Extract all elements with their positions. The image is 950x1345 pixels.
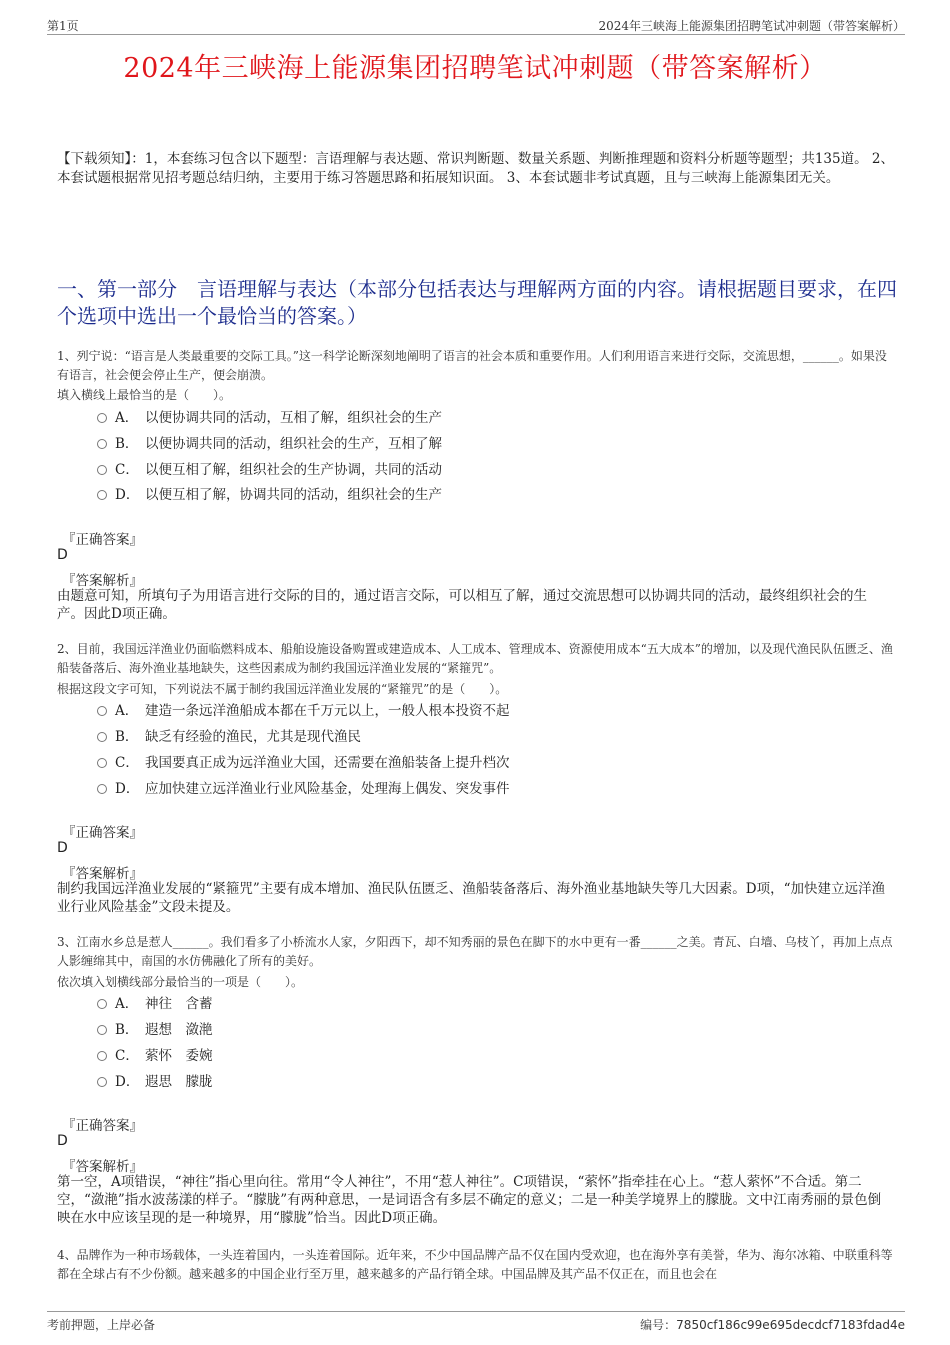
question-2-prompt: 根据这段文字可知，下列说法不属于制约我国远洋渔业发展的“紧箍咒”的是（ ）。: [57, 682, 508, 696]
radio-icon[interactable]: [97, 1051, 107, 1061]
question-3-prompt: 依次填入划横线部分最恰当的一项是（ ）。: [57, 975, 304, 989]
question-3-explanation: 第一空，A项错误，“神往”指心里向往。常用“令人神往”，不用“惹人神往”。C项错误，“萦怀”指牵挂在心上。“惹人萦怀”不合适。第二空，“潋滟”指水波荡漾的样子。“朦胧”有两种意思，一是词语含有多层不确定的意义；二是一种美学境界上的朦胧。文中江南秀丽的景色倒映在水中应该呈现的是一种境界，用“朦胧”恰当。因此D项正确。: [57, 1174, 882, 1226]
radio-icon[interactable]: [97, 413, 107, 423]
question-2-answer-label: 『正确答案』: [62, 825, 143, 841]
document-title: 2024年三峡海上能源集团招聘笔试冲刺题（带答案解析）: [123, 53, 827, 84]
page-header: [47, 14, 905, 35]
question-2-option-a[interactable]: A． 建造一条远洋渔船成本都在千万元以上，一般人根本投资不起: [97, 701, 510, 721]
question-3-stem: 3、江南水乡总是惹人______。我们看多了小桥流水人家，夕阳西下，却不知秀丽的景色在脚下的水中更有一番______之美。青瓦、白墙、乌枝丫，再加上点点人影缠绵其中，南国的水仿佛融化了所有的美好。: [57, 935, 893, 968]
question-1-explain-label: 『答案解析』: [62, 573, 143, 589]
question-3-answer: D: [57, 1133, 68, 1149]
radio-icon[interactable]: [97, 706, 107, 716]
radio-icon[interactable]: [97, 439, 107, 449]
radio-icon[interactable]: [97, 490, 107, 500]
section-heading: 一、第一部分 言语理解与表达（本部分包括表达与理解两方面的内容。请根据题目要求，在四个选项中选出一个最恰当的答案。）: [57, 277, 897, 328]
question-2-explanation: 制约我国远洋渔业发展的“紧箍咒”主要有成本增加、渔民队伍匮乏、渔船装备落后、海外渔业基地缺失等几大因素。D项，“加快建立远洋渔业行业风险基金”文段未提及。: [57, 881, 886, 915]
question-1-answer-label: 『正确答案』: [62, 532, 143, 548]
question-1-stem: 1、列宁说：“语言是人类最重要的交际工具。”这一科学论断深刻地阐明了语言的社会本质和重要作用。人们利用语言来进行交际，交流思想，______。如果没有语言，社会便会停止生产，便会崩溃。: [57, 349, 887, 382]
question-2-option-d[interactable]: D． 应加快建立远洋渔业行业风险基金，处理海上偶发、突发事件: [97, 779, 510, 799]
question-3-option-c[interactable]: C． 萦怀 委婉: [97, 1046, 213, 1066]
question-1-explanation: 由题意可知，所填句子为用语言进行交际的目的，通过语言交际，可以相互了解，通过交流思想可以协调共同的活动，最终组织社会的生产。因此D项正确。: [57, 588, 867, 622]
radio-icon[interactable]: [97, 784, 107, 794]
question-3-option-b[interactable]: B． 遐想 潋滟: [97, 1020, 213, 1040]
question-1-option-b[interactable]: B． 以便协调共同的活动，组织社会的生产，互相了解: [97, 434, 442, 454]
question-2-option-b[interactable]: B． 缺乏有经验的渔民，尤其是现代渔民: [97, 727, 361, 747]
question-4-stem: 4、品牌作为一种市场载体，一头连着国内，一头连着国际。近年来，不少中国品牌产品不仅在国内受欢迎，也在海外享有美誉，华为、海尔冰箱、中联重科等都在全球占有不少份额。越来越多的中国企业行至万里，越来越多的产品行销全球。中国品牌及其产品不仅正在，而且也会在: [57, 1248, 893, 1281]
question-2-answer: D: [57, 840, 68, 856]
question-3-option-d[interactable]: D． 遐思 朦胧: [97, 1072, 213, 1092]
header-doc-title: 2024年三峡海上能源集团招聘笔试冲刺题（带答案解析）: [598, 19, 905, 33]
question-2-explain-label: 『答案解析』: [62, 866, 143, 882]
radio-icon[interactable]: [97, 732, 107, 742]
document-code: 编号：7850cf186c99e695decdcf7183fdad4e: [640, 1318, 905, 1332]
question-1-option-a[interactable]: A． 以便协调共同的活动，互相了解，组织社会的生产: [97, 408, 442, 428]
footer-slogan: 考前押题，上岸必备: [47, 1318, 156, 1332]
question-3-answer-label: 『正确答案』: [62, 1118, 143, 1134]
question-2-option-c[interactable]: C． 我国要真正成为远洋渔业大国，还需要在渔船装备上提升档次: [97, 753, 510, 773]
radio-icon[interactable]: [97, 1025, 107, 1035]
question-2-stem: 2、目前，我国远洋渔业仍面临燃料成本、船舶设施设备购置或建造成本、人工成本、管理成本、资源使用成本“五大成本”的增加，以及现代渔民队伍匮乏、渔船装备落后、海外渔业基地缺失，这些因素成为制约我国远洋渔业发展的“紧箍咒”。: [57, 642, 893, 675]
radio-icon[interactable]: [97, 1077, 107, 1087]
page-footer: [47, 1311, 905, 1334]
question-1-option-c[interactable]: C． 以便互相了解，组织社会的生产协调，共同的活动: [97, 460, 442, 480]
question-1-answer: D: [57, 547, 68, 563]
radio-icon[interactable]: [97, 758, 107, 768]
question-3-option-a[interactable]: A． 神往 含蓄: [97, 994, 213, 1014]
question-3-explain-label: 『答案解析』: [62, 1159, 143, 1175]
question-1-prompt: 填入横线上最恰当的是（ ）。: [57, 388, 232, 402]
page-number: 第1页: [47, 19, 79, 33]
radio-icon[interactable]: [97, 465, 107, 475]
download-notice: 【下载须知】：1，本套练习包含以下题型：言语理解与表达题、常识判断题、数量关系题、判断推理题和资料分析题等题型；共135道。 2、本套试题根据常见招考题总结归纳，主要用于练习答题思路和拓展知识面。 3、本套试题非考试真题，且与三峡海上能源集团无关。: [57, 151, 894, 186]
radio-icon[interactable]: [97, 999, 107, 1009]
question-1-option-d[interactable]: D． 以便互相了解，协调共同的活动，组织社会的生产: [97, 485, 442, 505]
